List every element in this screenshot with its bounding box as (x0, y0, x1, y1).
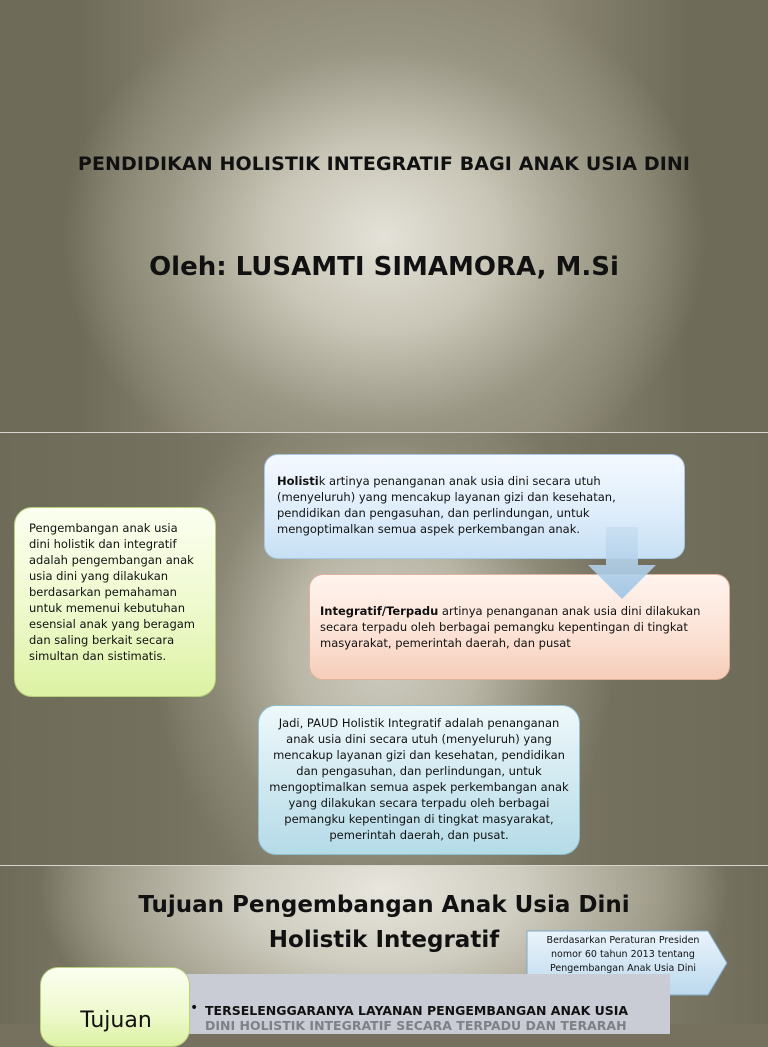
summary-line: yang dilakukan secara terpadu oleh berbagai (288, 796, 550, 810)
summary-line: anak usia dini secara utuh (menyeluruh) yang (286, 732, 552, 746)
summary-line: mengoptimalkan semua aspek perkembangan anak (269, 780, 569, 794)
goals-title-line: Tujuan Pengembangan Anak Usia Dini (138, 892, 630, 918)
goal-item: TERSELENGGARANYA LAYANAN PENGEMBANGAN ANAK USIA (205, 1003, 629, 1018)
holistik-line: pendidikan dan pengasuhan, dan perlindungan, untuk (277, 506, 590, 520)
integratif-line: secara terpadu oleh berbagai pemangku kepentingan di tingkat (320, 620, 688, 634)
definition-line: dan saling berkait secara (29, 633, 175, 647)
presentation-title: PENDIDIKAN HOLISTIK INTEGRATIF BAGI ANAK USIA DINI (77, 153, 691, 175)
holistik-line: (menyeluruh) yang mencakup layanan gizi dan kesehatan, (277, 490, 616, 504)
holistik-line: mengoptimalkan semua aspek perkembangan anak. (277, 522, 581, 536)
title-slide (0, 0, 768, 432)
author-line: Oleh: LUSAMTI SIMAMORA, M.Si (149, 252, 619, 282)
definition-line: Pengembangan anak usia (29, 521, 178, 535)
definition-box (14, 507, 216, 697)
definition-line: adalah pengembangan anak (29, 553, 194, 567)
tujuan-box (40, 967, 190, 1047)
definition-line: untuk memenui kebutuhan (29, 601, 186, 615)
integratif-line (320, 603, 719, 619)
definition-line: usia dini yang dilakukan (29, 569, 169, 583)
definition-line: esensial anak yang beragam (29, 617, 196, 631)
summary-box (258, 705, 580, 855)
callout-line: Berdasarkan Peraturan Presiden (546, 935, 700, 946)
integratif-line: masyarakat, pemerintah daerah, dan pusat (320, 636, 571, 650)
summary-line: Jadi, PAUD Holistik Integratif adalah penanganan (278, 716, 560, 730)
goals-title-line: Holistik Integratif (268, 927, 500, 953)
integratif-term: Integratif/Terpadu (320, 604, 439, 618)
integratif-text: artinya penanganan anak usia dini dilakukan (438, 604, 701, 618)
definition-line: berdasarkan pemahaman (29, 585, 177, 599)
definition-line: dini holistik dan integratif (29, 537, 177, 551)
summary-line: pemangku kepentingan di tingkat masyarakat, (284, 812, 554, 826)
holistik-term: Holisti (277, 474, 319, 488)
summary-line: pemerintah daerah, dan pusat. (329, 828, 509, 842)
goals-slide (0, 866, 768, 1033)
bullet-icon: • (190, 1000, 199, 1016)
summary-line: dan pengasuhan, dan perlindungan, untuk (296, 764, 542, 778)
holistik-text: k artinya penanganan anak usia dini secara utuh (318, 474, 601, 488)
holistik-line (277, 473, 670, 489)
integratif-box (309, 574, 730, 680)
down-arrow-icon (588, 527, 656, 599)
summary-line: mencakup layanan gizi dan kesehatan, pendidikan (273, 748, 565, 762)
definition-slide (0, 433, 768, 865)
callout-line: Pengembangan Anak Usia Dini (549, 963, 696, 974)
goal-item-continued: DINI HOLISTIK INTEGRATIF SECARA TERPADU DAN TERARAH (205, 1018, 627, 1033)
tujuan-label: Tujuan (80, 1008, 152, 1033)
callout-line: nomor 60 tahun 2013 tentang (551, 949, 695, 960)
definition-line: simultan dan sistimatis. (29, 649, 167, 663)
